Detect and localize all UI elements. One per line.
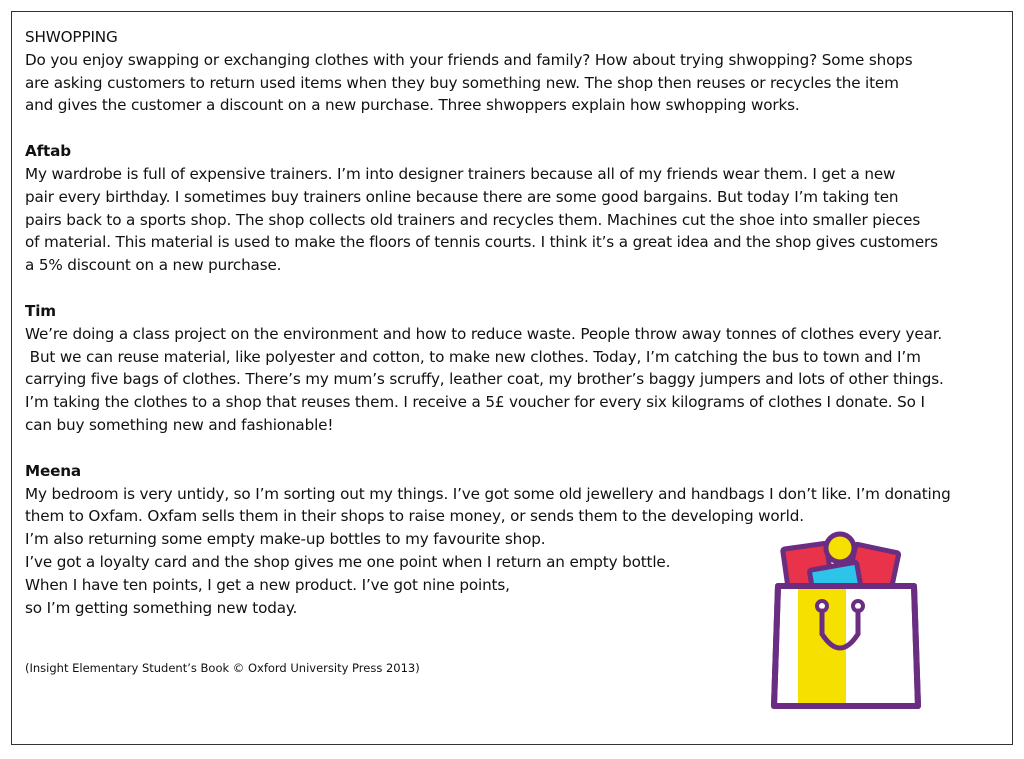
section-line: carrying five bags of clothes. There’s my mum’s scruffy, leather coat, my brother’s baggy jumpers and lots of other things. — [25, 370, 944, 389]
article-title: SHWOPPING — [25, 28, 118, 46]
section-line: them to Oxfam. Oxfam sells them in their shops to raise money, or sends them to the developing world. — [25, 507, 804, 526]
section-line: a 5% discount on a new purchase. — [25, 256, 282, 275]
speaker-name: Aftab — [25, 142, 71, 161]
section-line: My bedroom is very untidy, so I’m sorting out my things. I’ve got some old jewellery and handbags I don’t like. I’m donating — [25, 484, 951, 503]
section-line: I’ve got a loyalty card and the shop gives me one point when I return an empty bottle. — [25, 552, 671, 571]
section-line: pair every birthday. I sometimes buy trainers online because there are some good bargains. But today I’m taking ten — [25, 187, 899, 206]
intro-paragraph — [25, 49, 1010, 117]
section-line: I’m taking the clothes to a shop that reuses them. I receive a 5£ voucher for every six kilograms of clothes I donate. So I — [25, 393, 925, 412]
speaker-name: Tim — [25, 301, 56, 320]
section-line: can buy something new and fashionable! — [25, 415, 334, 434]
section-line: But we can reuse material, like polyester and cotton, to make new clothes. Today, I’m catching the bus to town and I’m — [25, 347, 921, 366]
section-line: pairs back to a sports shop. The shop collects old trainers and recycles them. Machines cut the shoe into smaller pieces — [25, 210, 921, 229]
section-tim — [25, 300, 1010, 437]
copyright-credit: (Insight Elementary Student’s Book © Oxford University Press 2013) — [25, 661, 420, 675]
section-line: of material. This material is used to make the floors of tennis courts. I think it’s a great idea and the shop gives customers — [25, 233, 938, 252]
intro-line: and gives the customer a discount on a new purchase. Three shwoppers explain how swhopping works. — [25, 96, 800, 115]
section-line: so I’m getting something new today. — [25, 598, 298, 617]
section-line: My wardrobe is full of expensive trainers. I’m into designer trainers because all of my friends wear them. I get a new — [25, 164, 896, 183]
section-aftab — [25, 140, 1010, 277]
intro-line: are asking customers to return used items when they buy something new. The shop then reuses or recycles the item — [25, 73, 899, 92]
section-line: We’re doing a class project on the environment and how to reduce waste. People throw away tonnes of clothes every year. — [25, 324, 943, 343]
section-line: I’m also returning some empty make-up bottles to my favourite shop. — [25, 530, 546, 549]
speaker-name: Meena — [25, 461, 82, 480]
intro-line: Do you enjoy swapping or exchanging clothes with your friends and family? How about trying shwopping? Some shops — [25, 50, 913, 69]
shopping-bag-icon — [768, 526, 924, 716]
section-line: When I have ten points, I get a new product. I’ve got nine points, — [25, 575, 510, 594]
